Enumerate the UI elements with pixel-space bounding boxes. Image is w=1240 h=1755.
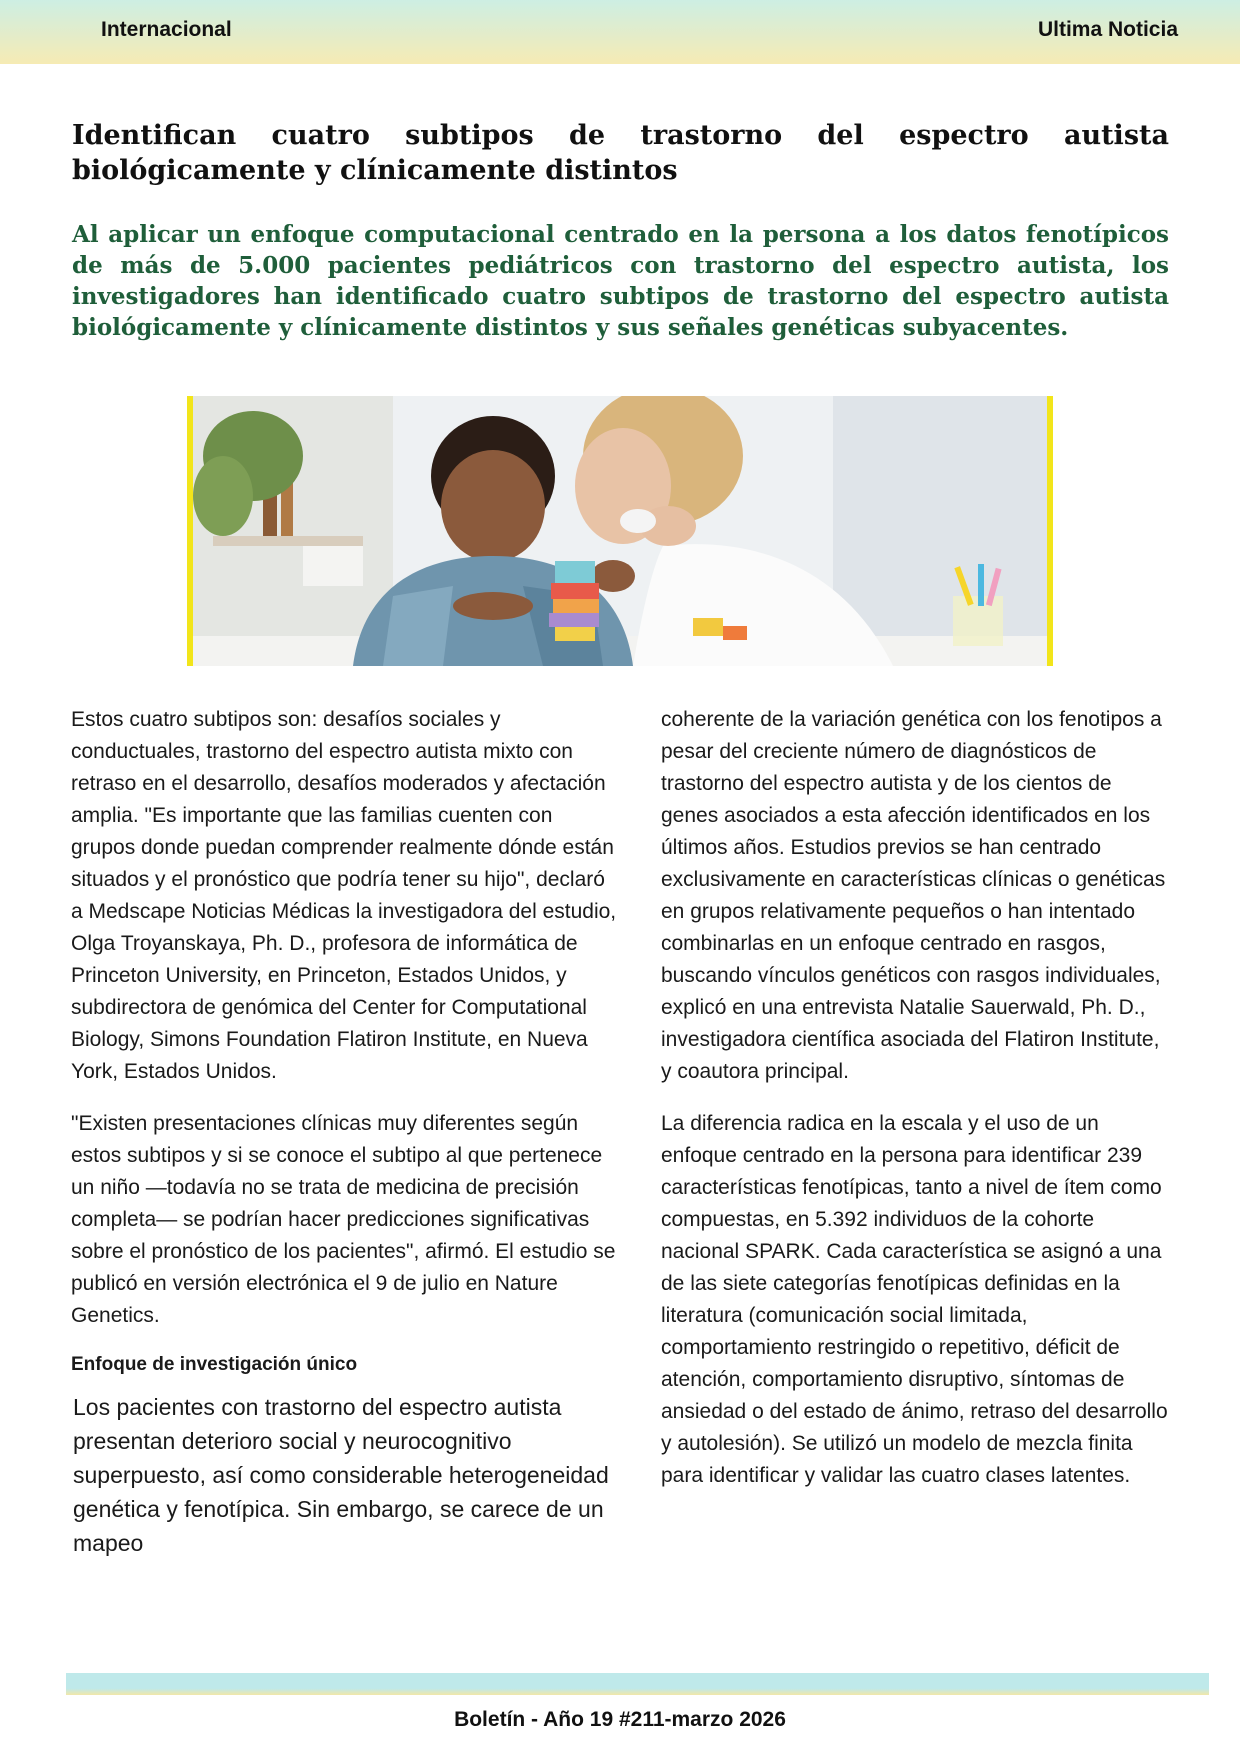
- body-paragraph: Los pacientes con trastorno del espectro autista presentan deterioro social y neurocognitivo superpuesto, así como considerable heterogeneidad genética y fenotípica. Sin embargo, se carece de un mapeo: [73, 1394, 609, 1556]
- body-paragraph: "Existen presentaciones clínicas muy diferentes según estos subtipos y si se conoce el subtipo al que pertenece un niño —todavía no se trata de medicina de precisión completa— se podrían hacer predicciones significativas sobre el pronóstico de los pacientes", afirmó. El estudio se publicó en versión electrónica el 9 de julio en Nature Genetics.: [71, 1112, 616, 1327]
- left-column: [71, 704, 619, 1580]
- body-paragraph: Estos cuatro subtipos son: desafíos sociales y conductuales, trastorno del espectro autista mixto con retraso en el desarrollo, desafíos moderados y afectación amplia. "Es importante que las familias cuenten con grupos donde puedan comprender realmente dónde están situados y el pronóstico que podría tener su hijo", declaró a Medscape Noticias Médicas la investigadora del estudio, Olga Troyanskaya, Ph. D., profesora de informática de Princeton University, en Princeton, Estados Unidos, y subdirectora de genómica del Center for Computational Biology, Simons Foundation Flatiron Institute, en Nueva York, Estados Unidos.: [71, 708, 617, 1083]
- header-bar: [0, 0, 1240, 64]
- child-and-therapist-illustration: [193, 396, 1047, 666]
- article-lead: Al aplicar un enfoque computacional centrado en la persona a los datos fenotípicos de más de 5.000 pacientes pediátricos con trastorno del espectro autista, los investigadores han identificado cuatro subtipos de trastorno del espectro autista biológicamente y clínicamente distintos y sus señales genéticas subyacentes.: [72, 221, 1169, 341]
- section-subheading: Enfoque de investigación único: [71, 1354, 358, 1375]
- body-paragraph: coherente de la variación genética con los fenotipos a pesar del creciente número de diagnósticos de trastorno del espectro autista y de los cientos de genes asociados a esta afección identificados en los últimos años. Estudios previos se han centrado exclusivamente en características clínicas o genéticas en grupos relativamente pequeños o han intentado combinarlas en un enfoque centrado en rasgos, buscando vínculos genéticos con rasgos individuales, explicó en una entrevista Natalie Sauerwald, Ph. D., investigadora científica asociada del Flatiron Institute, y coautora principal.: [661, 708, 1166, 1083]
- footer-issue: Boletín - Año 19 #211-marzo 2026: [454, 1708, 786, 1731]
- body-paragraph: La diferencia radica en la escala y el uso de un enfoque centrado en la persona para identificar 239 características fenotípicas, tanto a nivel de ítem como compuestas, en 5.392 individuos de la cohorte nacional SPARK. Cada característica se asignó a una de las siete categorías fenotípicas definidas en la literatura (comunicación social limitada, comportamiento restringido o repetitivo, déficit de atención, comportamiento disruptivo, síntomas de ansiedad o del estado de ánimo, retraso del desarrollo y autolesión). Se utilizó un modelo de mezcla finita para identificar y validar las cuatro clases latentes.: [661, 1112, 1168, 1487]
- right-column: [661, 704, 1171, 1512]
- article-title: Identifican cuatro subtipos de trastorno del espectro autista biológicamente y clínicamente distintos: [72, 120, 1169, 186]
- news-tag: Ultima Noticia: [1037, 18, 1178, 41]
- article-photo: [187, 396, 1053, 666]
- section-label: Internacional: [101, 18, 232, 41]
- footer-divider: [66, 1673, 1209, 1695]
